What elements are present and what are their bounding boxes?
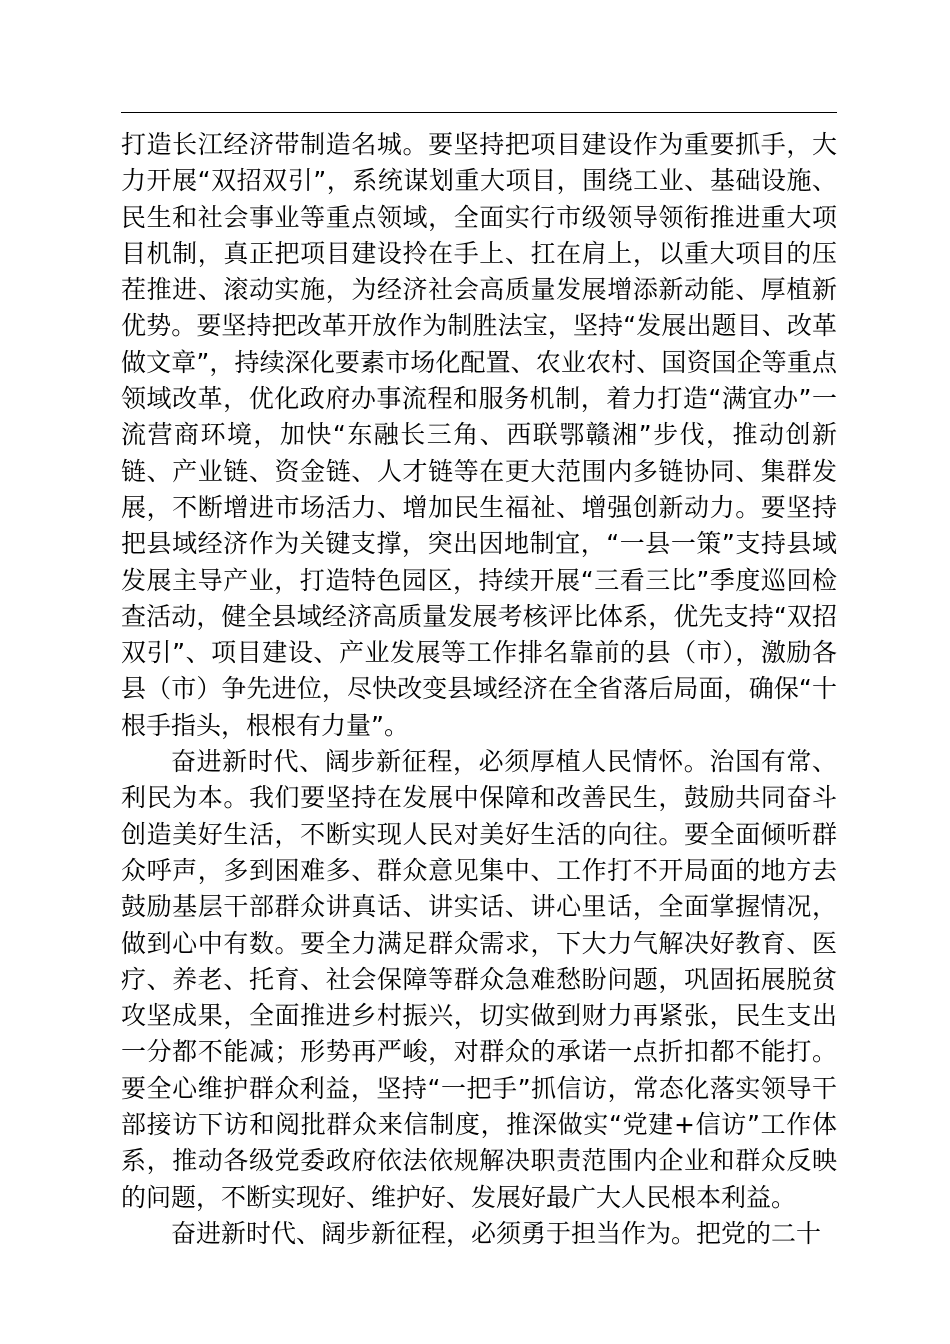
header-rule [121,112,837,113]
paragraph-2: 奋进新时代、阔步新征程，必须厚植人民情怀。治国有常、利民为本。我们要坚持在发展中保障和改善民生，鼓励共同奋斗创造美好生活，不断实现人民对美好生活的向往。要全面倾听群众呼声，多到困难多、群众意见集中、工作打不开局面的地方去鼓励基层干部群众讲真话、讲实话、讲心里话，全面掌握情况，做到心中有数。要全力满足群众需求，下大力气解决好教育、医疗、养老、托育、社会保障等群众急难愁盼问题，巩固拓展脱贫攻坚成果，全面推进乡村振兴，切实做到财力再紧张，民生支出一分都不能减；形势再严峻，对群众的承诺一点折扣都不能打。要全心维护群众利益，坚持“一把手”抓信访，常态化落实领导干部接访下访和阅批群众来信制度，推深做实“党建+信访”工作体系，推动各级党委政府依法依规解决职责范围内企业和群众反映的问题，不断实现好、维护好、发展好最广大人民根本利益。 [121,747,837,1212]
paragraph-1: 打造长江经济带制造名城。要坚持把项目建设作为重要抓手，大力开展“双招双引”，系统谋划重大项目，围绕工业、基础设施、民生和社会事业等重点领域，全面实行市级领导领衔推进重大项目机制，真正把项目建设拎在手上、扛在肩上，以重大项目的压茬推进、滚动实施，为经济社会高质量发展增添新动能、厚植新优势。要坚持把改革开放作为制胜法宝，坚持“发展出题目、改革做文章”，持续深化要素市场化配置、农业农村、国资国企等重点领域改革，优化政府办事流程和服务机制，着力打造“满宜办”一流营商环境，加快“东融长三角、西联鄂赣湘”步伐，推动创新链、产业链、资金链、人才链等在更大范围内多链协同、集群发展，不断增进市场活力、增加民生福祉、增强创新动力。要坚持把县域经济作为关键支撑，突出因地制宜，“一县一策”支持县域发展主导产业，打造特色园区，持续开展“三看三比”季度巡回检查活动，健全县域经济高质量发展考核评比体系，优先支持“双招双引”、项目建设、产业发展等工作排名靠前的县（市），激励各县（市）争先进位，尽快改变县域经济在全省落后局面，确保“十根手指头，根根有力量”。 [121,130,837,740]
document-body [121,127,837,1252]
paragraph-3: 奋进新时代、阔步新征程，必须勇于担当作为。把党的二十 [171,1218,822,1248]
